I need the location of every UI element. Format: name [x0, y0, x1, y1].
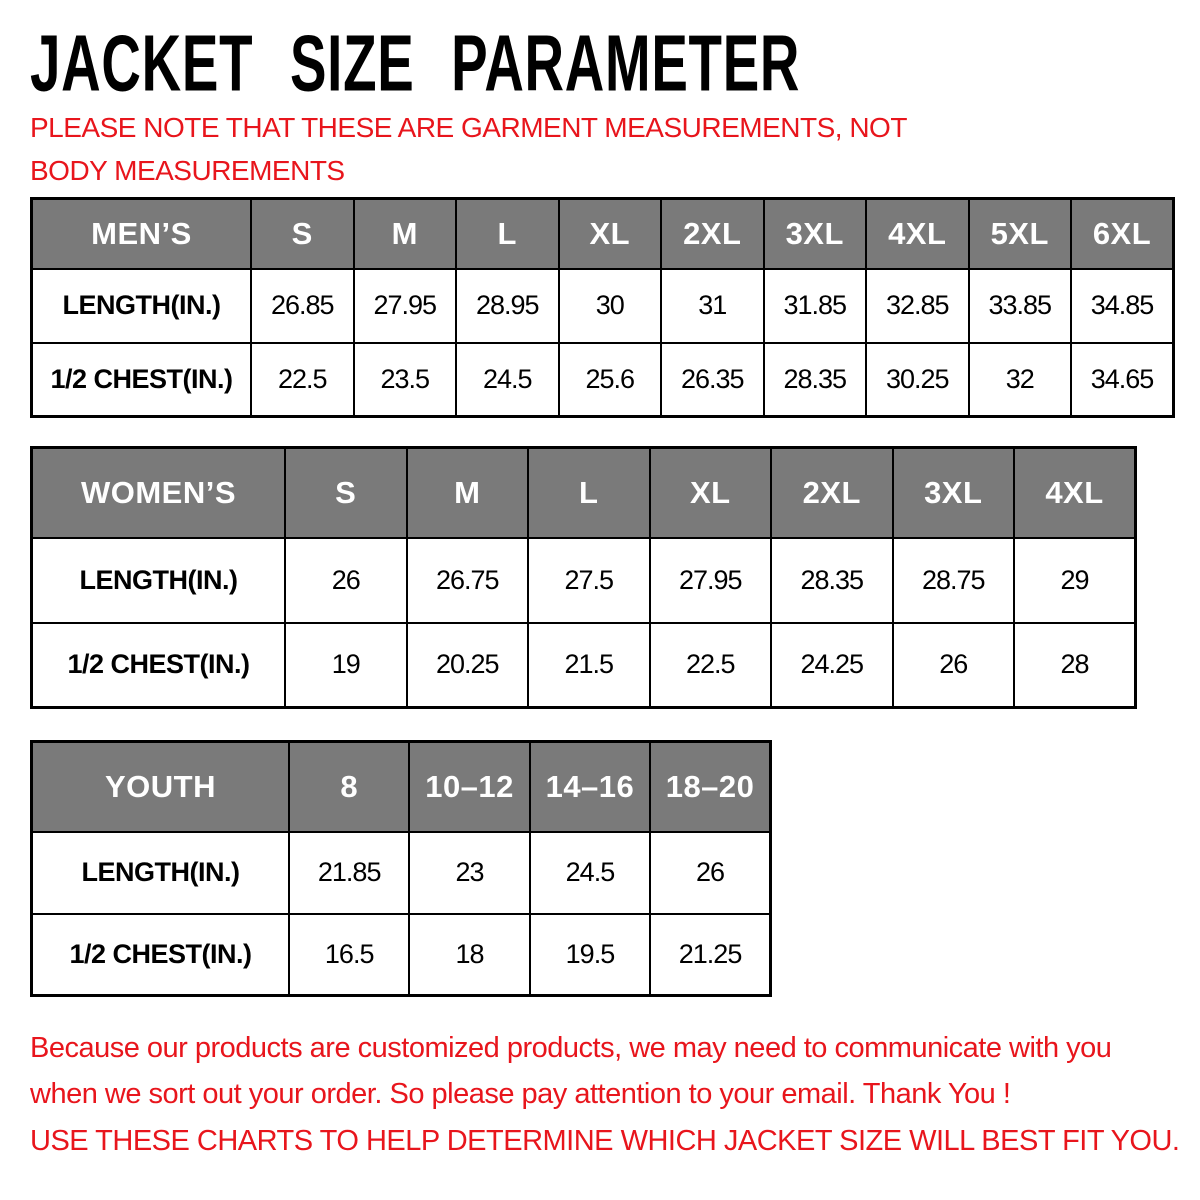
- value-cell: 21.5: [528, 623, 650, 708]
- size-header-cell: 2XL: [771, 448, 893, 538]
- value-cell: 24.25: [771, 623, 893, 708]
- value-cell: 26.35: [661, 343, 764, 417]
- value-cell: 26: [893, 623, 1015, 708]
- size-header-cell: S: [251, 199, 354, 269]
- table-header-row: [32, 448, 1136, 538]
- value-cell: 28.75: [893, 538, 1015, 623]
- size-header-cell: 3XL: [893, 448, 1015, 538]
- value-cell: 21.85: [289, 832, 409, 914]
- value-cell: 31: [661, 269, 764, 343]
- value-cell: 33.85: [969, 269, 1072, 343]
- value-cell: 26.85: [251, 269, 354, 343]
- value-cell: 28.95: [456, 269, 559, 343]
- size-header-cell: 2XL: [661, 199, 764, 269]
- size-header-cell: 5XL: [969, 199, 1072, 269]
- value-cell: 30: [559, 269, 662, 343]
- size-header-cell: 10–12: [409, 742, 529, 832]
- size-header-cell: 6XL: [1071, 199, 1174, 269]
- size-header-cell: 18–20: [650, 742, 770, 832]
- value-cell: 23: [409, 832, 529, 914]
- value-cell: 31.85: [764, 269, 867, 343]
- table-row: [32, 623, 1136, 708]
- row-label-cell: LENGTH(IN.): [32, 269, 252, 343]
- row-label-cell: 1/2 CHEST(IN.): [32, 623, 286, 708]
- size-header-cell: M: [407, 448, 529, 538]
- value-cell: 20.25: [407, 623, 529, 708]
- page-title: JACKET SIZE PARAMETER: [30, 19, 801, 109]
- row-label-cell: LENGTH(IN.): [32, 832, 290, 914]
- table-header-row: [32, 742, 771, 832]
- size-header-cell: M: [354, 199, 457, 269]
- value-cell: 19.5: [530, 914, 650, 996]
- table-title-cell: MEN’S: [32, 199, 252, 269]
- row-label-cell: LENGTH(IN.): [32, 538, 286, 623]
- table-title-cell: YOUTH: [32, 742, 290, 832]
- womens-size-table: [30, 446, 1137, 709]
- table-row: [32, 832, 771, 914]
- table-row: [32, 269, 1174, 343]
- row-label-cell: 1/2 CHEST(IN.): [32, 914, 290, 996]
- table-row: [32, 538, 1136, 623]
- value-cell: 18: [409, 914, 529, 996]
- value-cell: 28.35: [764, 343, 867, 417]
- value-cell: 26.75: [407, 538, 529, 623]
- size-header-cell: 3XL: [764, 199, 867, 269]
- fit-advice: USE THESE CHARTS TO HELP DETERMINE WHICH JACKET SIZE WILL BEST FIT YOU.: [30, 1125, 1180, 1157]
- value-cell: 19: [285, 623, 407, 708]
- garment-measurement-note: PLEASE NOTE THAT THESE ARE GARMENT MEASUREMENTS, NOT BODY MEASUREMENTS: [30, 112, 907, 187]
- value-cell: 32.85: [866, 269, 969, 343]
- size-header-cell: XL: [650, 448, 772, 538]
- value-cell: 30.25: [866, 343, 969, 417]
- value-cell: 21.25: [650, 914, 770, 996]
- value-cell: 23.5: [354, 343, 457, 417]
- value-cell: 25.6: [559, 343, 662, 417]
- youth-size-table: [30, 740, 772, 997]
- table-title-cell: WOMEN’S: [32, 448, 286, 538]
- value-cell: 26: [285, 538, 407, 623]
- value-cell: 22.5: [650, 623, 772, 708]
- value-cell: 24.5: [456, 343, 559, 417]
- value-cell: 28: [1014, 623, 1136, 708]
- value-cell: 24.5: [530, 832, 650, 914]
- value-cell: 34.85: [1071, 269, 1174, 343]
- value-cell: 16.5: [289, 914, 409, 996]
- value-cell: 28.35: [771, 538, 893, 623]
- value-cell: 27.95: [650, 538, 772, 623]
- mens-size-table: [30, 197, 1175, 418]
- size-header-cell: L: [456, 199, 559, 269]
- value-cell: 32: [969, 343, 1072, 417]
- size-header-cell: 8: [289, 742, 409, 832]
- value-cell: 34.65: [1071, 343, 1174, 417]
- size-header-cell: XL: [559, 199, 662, 269]
- value-cell: 22.5: [251, 343, 354, 417]
- row-label-cell: 1/2 CHEST(IN.): [32, 343, 252, 417]
- table-header-row: [32, 199, 1174, 269]
- value-cell: 26: [650, 832, 770, 914]
- value-cell: 29: [1014, 538, 1136, 623]
- size-header-cell: 4XL: [866, 199, 969, 269]
- table-row: [32, 343, 1174, 417]
- customization-notice: Because our products are customized products, we may need to communicate with you when we sort out your order. So please pay attention to your email. Thank You !: [30, 1032, 1112, 1110]
- size-header-cell: L: [528, 448, 650, 538]
- size-header-cell: 4XL: [1014, 448, 1136, 538]
- size-header-cell: 14–16: [530, 742, 650, 832]
- table-row: [32, 914, 771, 996]
- value-cell: 27.5: [528, 538, 650, 623]
- size-header-cell: S: [285, 448, 407, 538]
- value-cell: 27.95: [354, 269, 457, 343]
